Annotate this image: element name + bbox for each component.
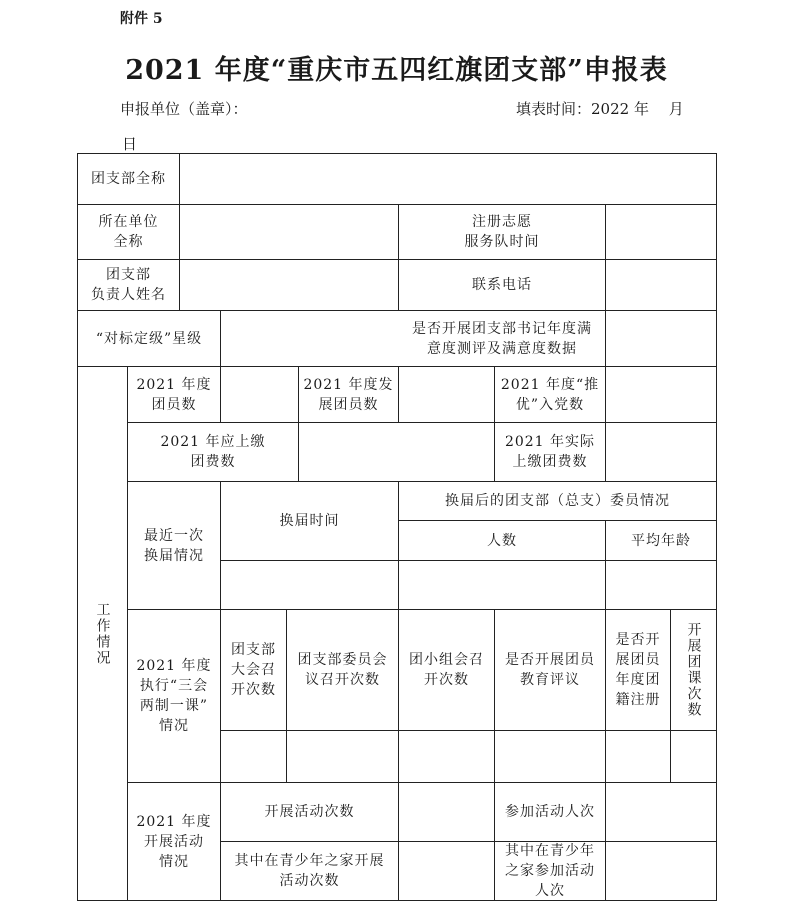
date-day-label: 日 [122, 135, 138, 153]
phone-label: 联系电话 [472, 277, 532, 293]
three-meetings-label: 2021 年度 执行“三会 两制一课” 情况 [136, 658, 212, 734]
volunteer-hours-label: 注册志愿 服务队时间 [464, 214, 540, 250]
election-time-label: 换届时间 [279, 513, 340, 529]
registration-label: 是否开 展团员 年度团 籍注册 [615, 632, 661, 708]
attachment-label: 附件 5 [120, 11, 163, 27]
activity-count-field[interactable] [399, 783, 494, 841]
activity-count-label: 开展活动次数 [264, 804, 355, 820]
developed-2021-label: 2021 年度发 展团员数 [303, 376, 394, 413]
lessons-label: 开展团课次数 [685, 622, 702, 718]
dues-paid-field[interactable] [606, 423, 716, 481]
registration-field[interactable] [606, 731, 670, 782]
recent-election-label: 最近一次 换届情况 [144, 527, 204, 564]
participants-field[interactable] [606, 783, 716, 841]
recommended-2021-field[interactable] [606, 367, 716, 422]
work-situation-label: 工作情况 [94, 601, 111, 666]
unit-full-name-label: 所在单位 全称 [98, 214, 159, 250]
committee-count-label: 人数 [487, 532, 517, 549]
election-time-field[interactable] [221, 561, 398, 609]
dues-paid-label: 2021 年实际 上缴团费数 [504, 434, 596, 470]
leader-name-field[interactable] [180, 260, 398, 310]
participants-label: 参加活动人次 [505, 804, 595, 820]
date-label: 填表时间：2022 年 月 [516, 100, 684, 118]
group-meetings-label: 团小组会召 开次数 [409, 652, 484, 688]
committee-meetings-field[interactable] [287, 731, 398, 782]
general-meetings-field[interactable] [221, 731, 286, 782]
activities-2021-label: 2021 年度 开展活动 情况 [136, 813, 212, 870]
committee-avg-age-field[interactable] [606, 561, 716, 609]
star-level-label: “对标定级”星级 [95, 330, 203, 347]
phone-field[interactable] [606, 260, 716, 310]
youth-home-participants-field[interactable] [606, 842, 716, 900]
page-title: 2021 年度“重庆市五四红旗团支部”申报表 [125, 55, 668, 86]
members-2021-field[interactable] [221, 367, 298, 422]
recommended-2021-label: 2021 年度“推 优”入党数 [500, 376, 600, 413]
youth-home-activities-field[interactable] [399, 842, 494, 900]
members-2021-label: 2021 年度 团员数 [136, 376, 212, 413]
unit-label: 申报单位（盖章）： [120, 100, 248, 118]
developed-2021-field[interactable] [399, 367, 494, 422]
volunteer-hours-field[interactable] [606, 205, 716, 259]
branch-full-name-label: 团支部全称 [91, 171, 166, 187]
committee-meetings-label: 团支部委员会 议召开次数 [297, 652, 388, 688]
committee-count-field[interactable] [399, 561, 605, 609]
member-evaluation-label: 是否开展团员 教育评议 [505, 652, 595, 688]
dues-due-field[interactable] [299, 423, 494, 481]
youth-home-activities-label: 其中在青少年之家开展 活动次数 [234, 853, 385, 889]
leader-name-label: 团支部 负责人姓名 [91, 267, 166, 303]
member-evaluation-field[interactable] [495, 731, 605, 782]
satisfaction-field[interactable] [606, 311, 716, 366]
general-meetings-label: 团支部 大会召 开次数 [231, 642, 276, 698]
dues-due-label: 2021 年应上缴 团费数 [160, 434, 266, 470]
group-meetings-field[interactable] [399, 731, 494, 782]
lessons-field[interactable] [671, 731, 716, 782]
star-level-field[interactable] [221, 311, 398, 366]
satisfaction-label: 是否开展团支部书记年度满 意度测评及满意度数据 [412, 320, 592, 357]
branch-full-name-field[interactable] [180, 154, 716, 204]
committee-after-label: 换届后的团支部（总支）委员情况 [445, 493, 670, 509]
unit-full-name-field[interactable] [180, 205, 398, 259]
committee-avg-age-label: 平均年龄 [631, 532, 691, 549]
youth-home-participants-label: 其中在青少年 之家参加活动 人次 [505, 843, 595, 899]
